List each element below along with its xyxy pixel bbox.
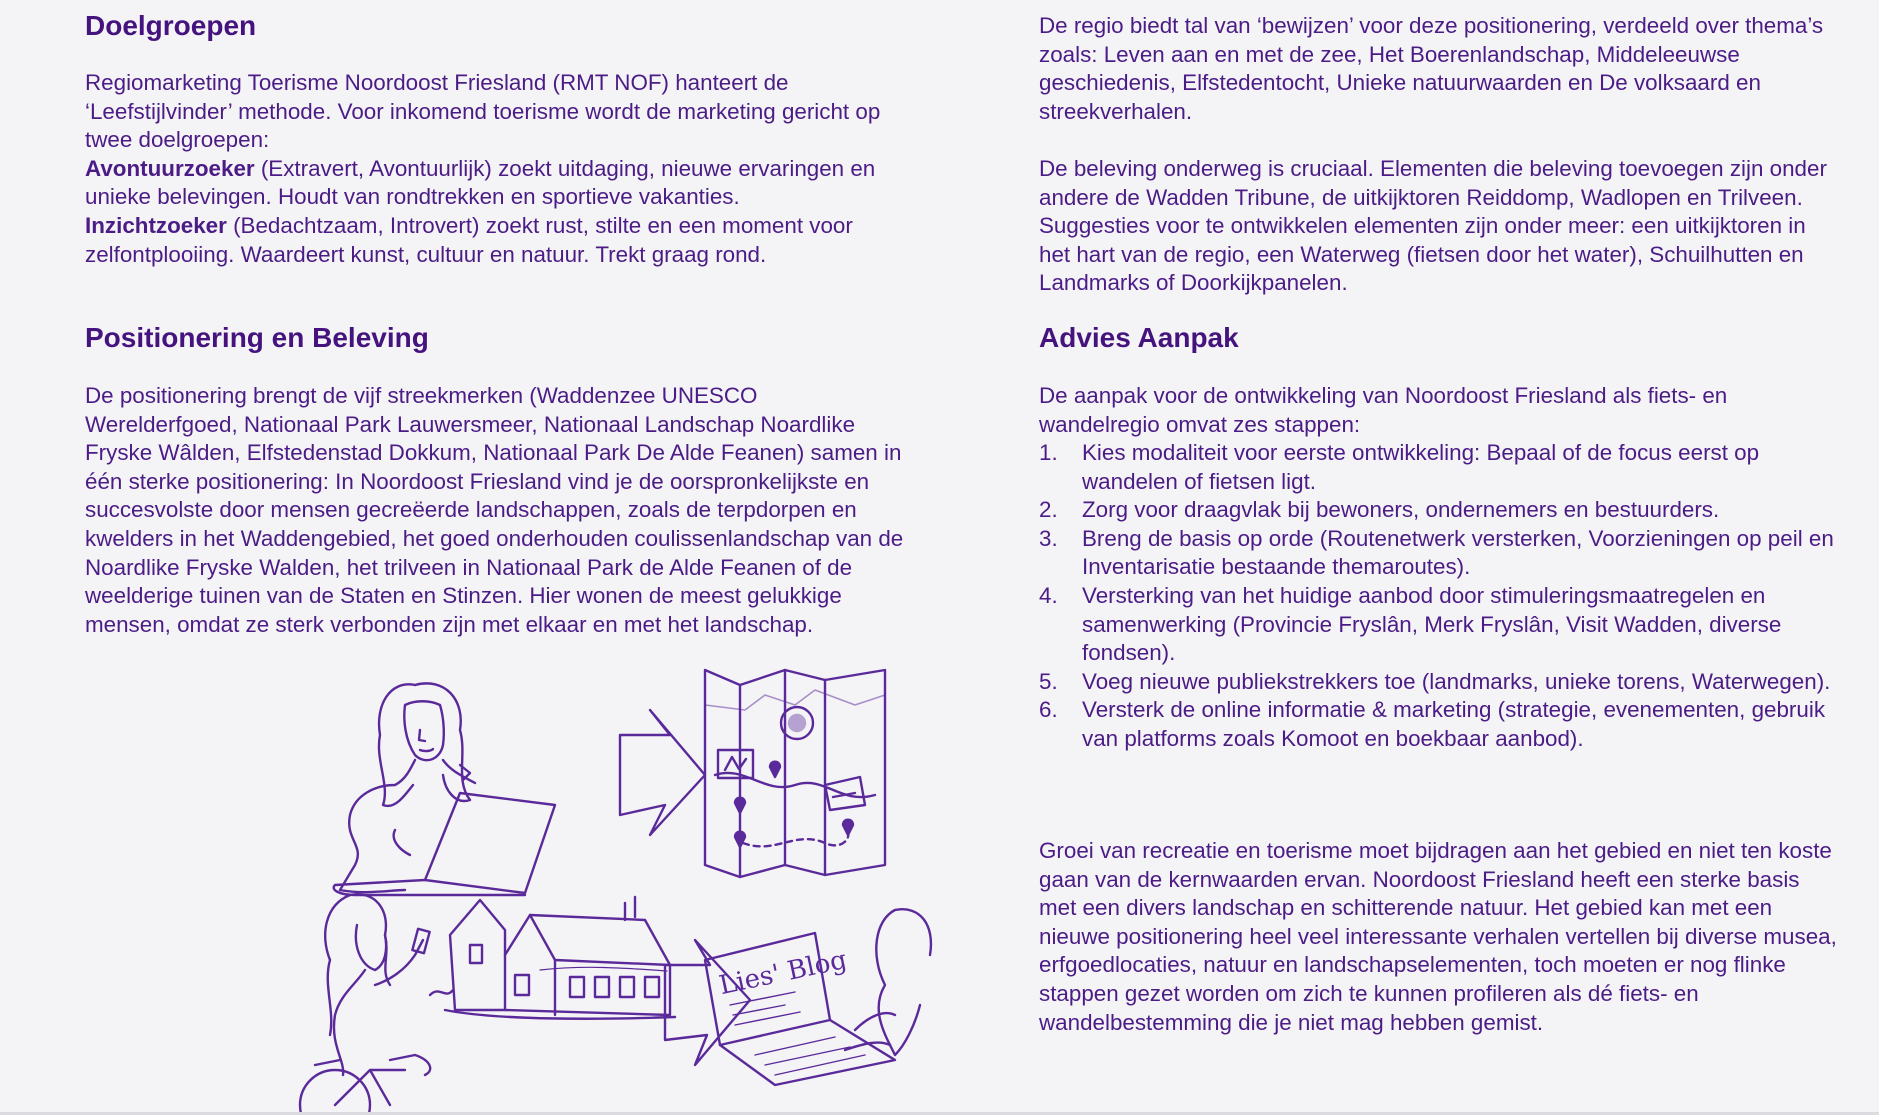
bewijzen-paragraph: De regio biedt tal van ‘bewijzen’ voor deze positionering, verdeeld over thema’s zoals: Leven aan en met de zee, Het Boerenlandschap, Middeleeuwse geschiedenis, Elfstedentocht, Unieke natuurwaarden en De volksaard en streekverhalen.: [1039, 13, 1824, 124]
inzichtzoeker-label: Inzichtzoeker: [85, 212, 227, 238]
blog-title-text: Lies' Blog: [716, 944, 850, 1002]
closing-paragraph: Groei van recreatie en toerisme moet bijdragen aan het gebied en niet ten koste gaan van de kernwaarden ervan. Noordoost Friesland heeft een sterke basis met een divers landschap en schitterende natuur. Het gebied kan met een nieuwe positionering heel veel interessante verhalen vertellen bij diverse musea, erfgoedlocaties, natuur en landschapselementen, toch moeten er nog flinke stappen gezet worden om zich te kunnen profileren als dé fiets- en wandelbestemming die je niet mag hebben gemist.: [1039, 838, 1837, 1035]
woman-laptop-illustration: [334, 683, 555, 895]
doelgroepen-intro: Regiomarketing Toerisme Noordoost Friesland (RMT NOF) hanteert de ‘Leefstijlvinder’ methode. Voor inkomend toerisme wordt de marketing gericht op twee doelgroepen:: [85, 70, 881, 153]
list-item: 3. Breng de basis op orde (Routenetwerk versterken, Voorzieningen op peil en Inventarisatie bestaande themaroutes).: [1039, 525, 1834, 580]
cyclist-phone-illustration: [300, 894, 430, 1115]
beleving-paragraph: De beleving onderweg is cruciaal. Elementen die beleving toevoegen zijn onder andere de Wadden Tribune, de uitkijktoren Reiddomp, Wadlopen en Trilveen. Suggesties voor te ontwikkelen elementen zijn onder meer: een uitkijktoren in het hart van de regio, een Waterweg (fietsen door het water), Schuilhutten en Landmarks of Doorkijkpanelen.: [1039, 156, 1827, 296]
arrow-illustration-1: [620, 710, 705, 835]
list-item: 1. Kies modaliteit voor eerste ontwikkeling: Bepaal of de focus eerst op wandelen of fietsen ligt.: [1039, 440, 1760, 494]
heading-doelgroepen: Doelgroepen: [85, 10, 257, 41]
map-illustration: [705, 670, 885, 877]
blog-laptop-illustration: [705, 909, 931, 1085]
list-item: 4. Versterking van het huidige aanbod door stimuleringsmaatregelen en samenwerking (Provincie Fryslân, Merk Fryslân, Visit Wadden, diverse fondsen).: [1039, 582, 1782, 666]
advies-steps-list: [1039, 439, 1839, 754]
inzichtzoeker-text: (Bedachtzaam, Introvert) zoekt rust, stilte en een moment voor zelfontplooiing. Waardeert kunst, cultuur en natuur. Trekt graag rond.: [85, 212, 853, 267]
advies-intro: De aanpak voor de ontwikkeling van Noordoost Friesland als fiets- en wandelregio omvat zes stappen:: [1039, 383, 1728, 437]
heading-advies-aanpak: Advies Aanpak: [1039, 322, 1239, 353]
doelgroepen-paragraph: [85, 69, 905, 269]
farmhouse-illustration: [430, 897, 675, 1019]
positionering-paragraph: De positionering brengt de vijf streekmerken (Waddenzee UNESCO Werelderfgoed, Nationaal Park Lauwersmeer, Nationaal Landschap Noardlike Fryske Wâlden, Elfstedenstad Dokkum, Nationaal Park De Alde Feanen) samen in één sterke positionering: In Noordoost Friesland vind je de oorspronkelijkste en succesvolste door mensen gecreëerde landschappen, zoals de terpdorpen en kwelders in het Waddengebied, het goed onderhouden coulissenlandschap van de Noardlike Fryske Walden, het trilveen in Nationaal Park de Alde Feanen of de weelderige tuinen van de Staten en Stinzen. Hier wonen de meest gelukkige mensen, omdat ze sterk verbonden zijn met elkaar en met het landschap.: [85, 383, 904, 637]
avontuurzoeker-label: Avontuurzoeker: [85, 155, 255, 181]
heading-positionering: Positionering en Beleving: [85, 322, 429, 353]
illustration-group: [295, 665, 935, 1115]
list-item: 5. Voeg nieuwe publiekstrekkers toe (landmarks, unieke torens, Waterwegen).: [1039, 668, 1831, 694]
list-item: 6. Versterk de online informatie & marketing (strategie, evenementen, gebruik van platforms zoals Komoot en boekbaar aanbod).: [1039, 697, 1826, 751]
list-item: 2. Zorg voor draagvlak bij bewoners, ondernemers en bestuurders.: [1039, 497, 1720, 523]
avontuurzoeker-text: (Extravert, Avontuurlijk) zoekt uitdaging, nieuwe ervaringen en unieke belevingen. Houdt van rondtrekken en sportieve vakanties.: [85, 155, 876, 210]
